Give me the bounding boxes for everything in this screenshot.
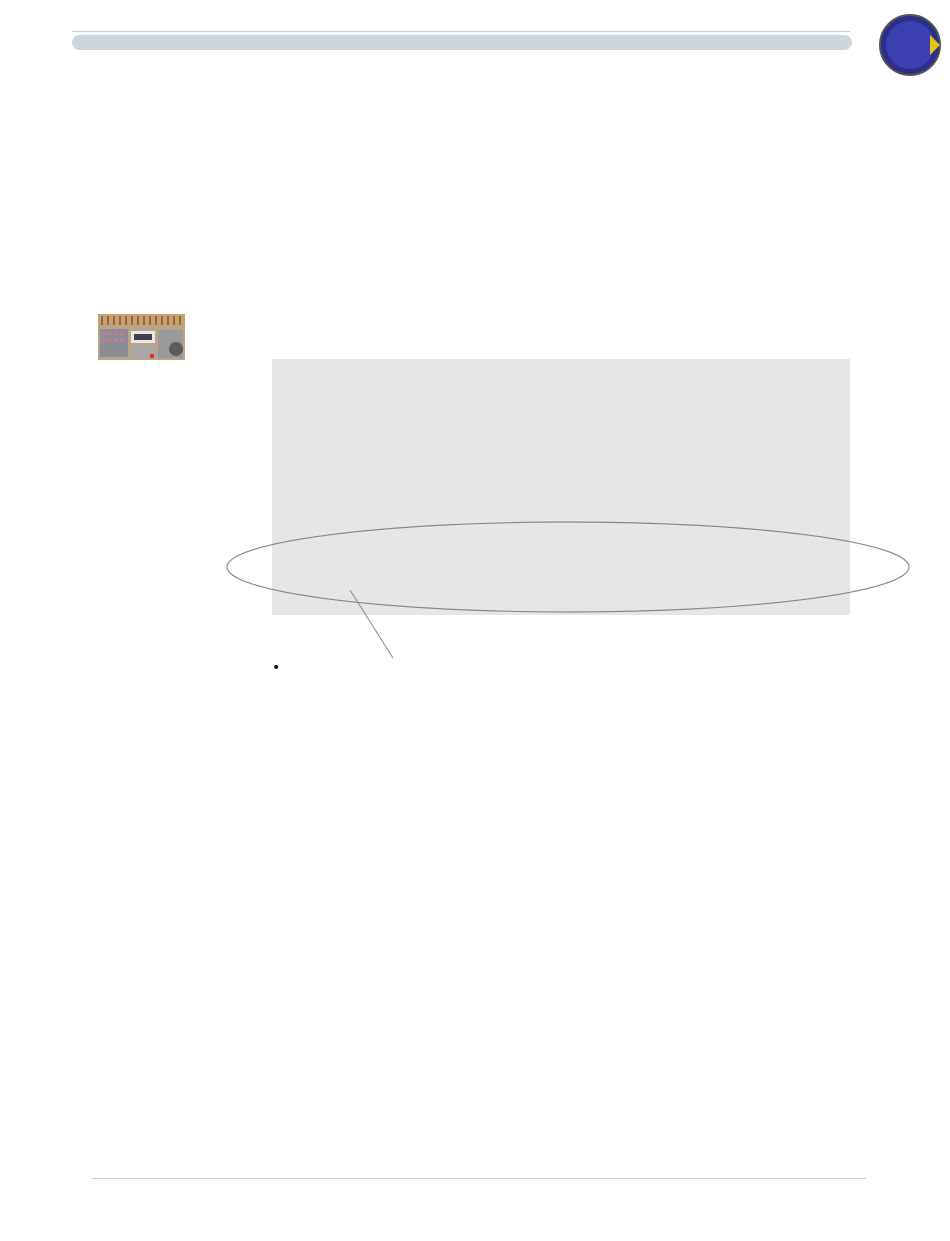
paragraph-note [273, 887, 855, 909]
paragraph-toggle [273, 695, 855, 717]
remote-thumbnail-icon [98, 314, 185, 360]
header-bar [72, 35, 852, 50]
r1-logo [878, 13, 942, 77]
header-rule [72, 31, 850, 32]
footer-rule [92, 1178, 866, 1179]
panel-background [272, 359, 850, 615]
instruction-bullet: • [272, 660, 290, 676]
remote-panel [272, 359, 850, 615]
paragraph-selection [273, 1016, 855, 1038]
paragraph-deck-indicator [273, 738, 855, 760]
